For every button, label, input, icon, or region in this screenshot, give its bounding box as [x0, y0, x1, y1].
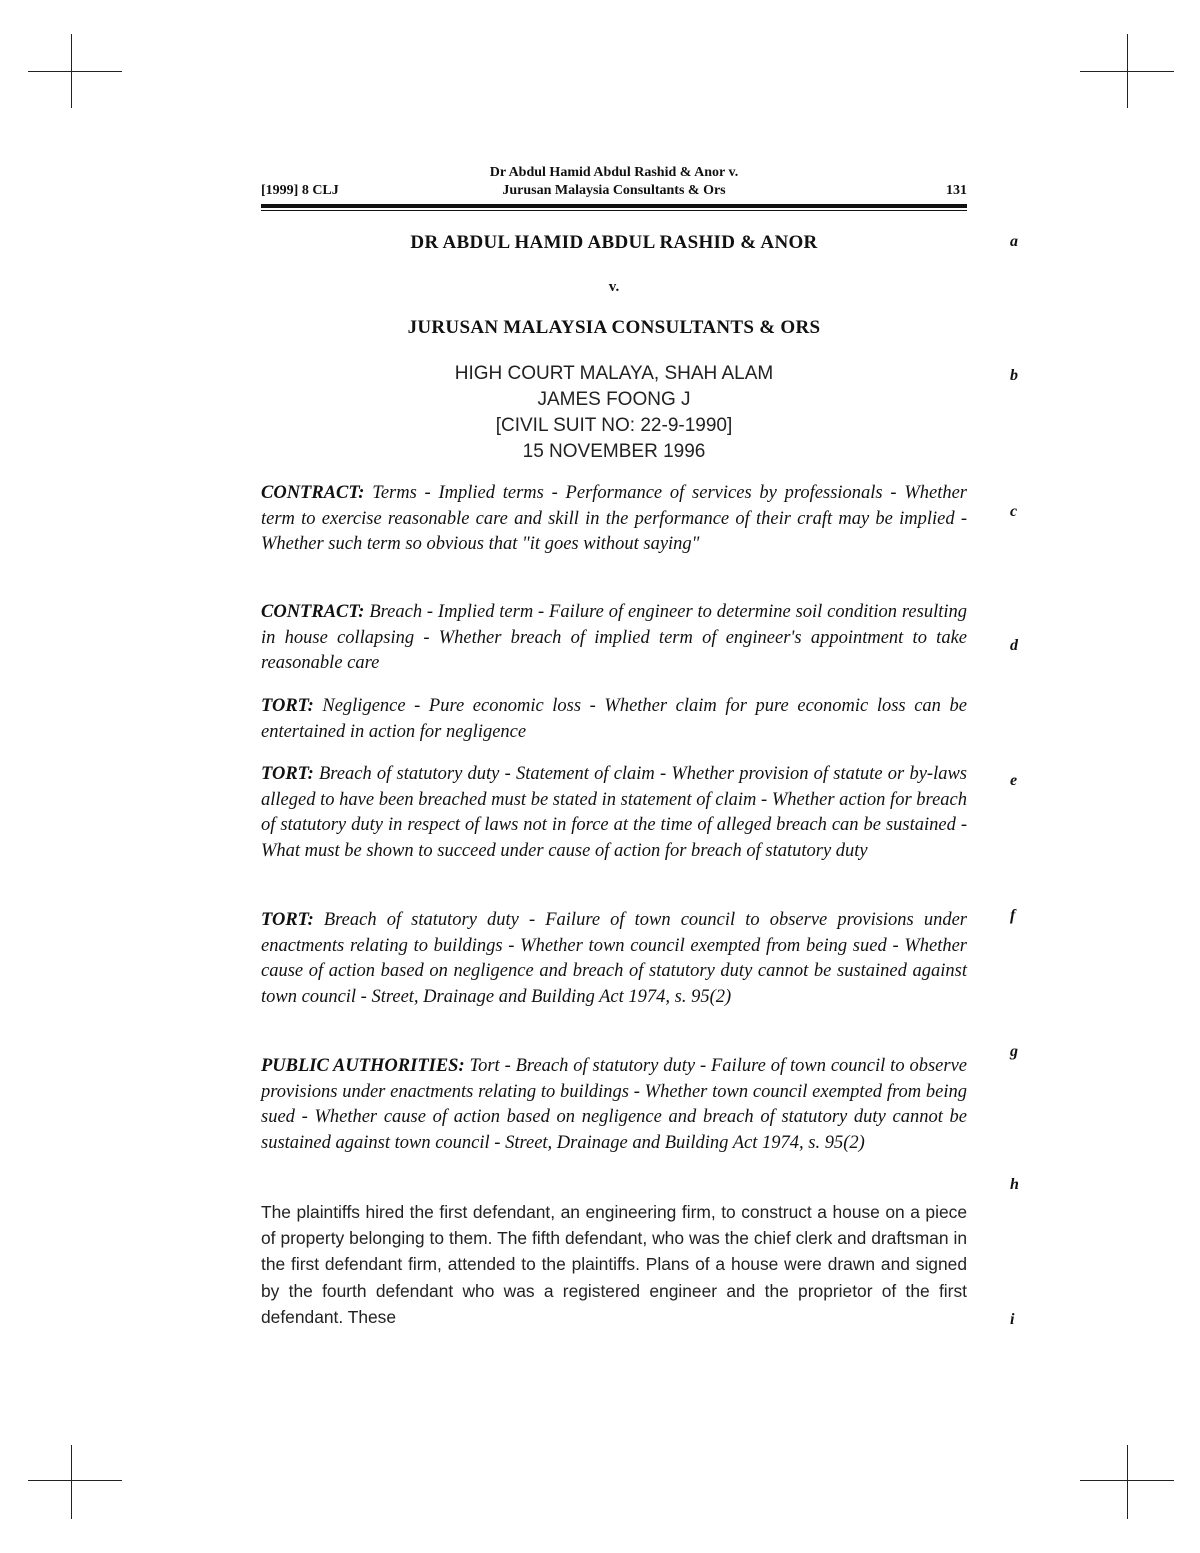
- law-report-citation: [1999] 8 CLJ: [261, 183, 339, 198]
- margin-letter: e: [1010, 772, 1018, 789]
- margin-letter: d: [1010, 637, 1018, 654]
- crop-mark: [28, 71, 122, 72]
- catchword: [261, 1054, 967, 1156]
- running-case-title-line-1: Dr Abdul Hamid Abdul Rashid & Anor v.: [489, 165, 739, 180]
- catchword-text: Negligence - Pure economic loss - Whether claim for pure economic loss can be entertained in action for negligence: [261, 696, 967, 742]
- judgment-date: 15 NOVEMBER 1996: [522, 441, 706, 462]
- catchword-heading: TORT:: [261, 696, 314, 716]
- catchword: [261, 600, 967, 677]
- page-number: 131: [946, 183, 967, 198]
- header-rule-thick: [261, 204, 967, 208]
- court-details: [261, 361, 967, 465]
- judge-name: JAMES FOONG J: [537, 389, 691, 410]
- running-header: [261, 163, 967, 203]
- crop-mark: [1127, 1445, 1128, 1519]
- crop-mark: [1127, 34, 1128, 108]
- margin-letter: f: [1010, 907, 1016, 924]
- margin-letter: h: [1010, 1176, 1019, 1193]
- defendants-title: JURUSAN MALAYSIA CONSULTANTS & ORS: [407, 317, 821, 338]
- catchword-text: Tort - Breach of statutory duty - Failure of town council to observe provisions under enactments relating to buildings - Whether town council exempted from being sued - Whether cause of action based on negligence and breach of statutory duty cannot be sustained against town council - Street, Drainage and Building Act 1974, s. 95(2): [261, 1056, 967, 1153]
- margin-letter: g: [1010, 1043, 1018, 1060]
- margin-letter: a: [1010, 233, 1018, 250]
- catchword-text: Breach of statutory duty - Statement of claim - Whether provision of statute or by-laws alleged to have been breached must be stated in statement of claim - Whether action for breach of statutory duty in respect of laws not in force at the time of alleged breach can be sustained - What must be shown to succeed under cause of action for breach of statutory duty: [261, 764, 968, 861]
- suit-number: [CIVIL SUIT NO: 22-9-1990]: [495, 415, 733, 436]
- running-case-title-line-2: Jurusan Malaysia Consultants & Ors: [502, 183, 726, 198]
- court-name: HIGH COURT MALAYA, SHAH ALAM: [454, 363, 774, 384]
- catchword: [261, 908, 967, 1010]
- crop-mark: [71, 1445, 72, 1519]
- catchword-heading: CONTRACT:: [261, 602, 365, 622]
- catchword-text: Terms - Implied terms - Performance of services by professionals - Whether term to exercise reasonable care and skill in the performance of their craft may be implied - Whether such term so obvious that "it goes without saying": [261, 483, 967, 555]
- running-case-title: [261, 164, 967, 200]
- catchword: [261, 762, 967, 864]
- margin-letter: i: [1010, 1311, 1015, 1328]
- crop-mark: [71, 34, 72, 108]
- crop-mark: [28, 1480, 122, 1481]
- catchword: [261, 481, 967, 558]
- case-summary-paragraph: The plaintiffs hired the first defendant, an engineering firm, to construct a house on a piece of property belonging to them. The fifth defendant, who was the chief clerk and draftsman in the first defendant firm, attended to the plaintiffs. Plans of a house were drawn and signed by the fourth defendant who was a registered engineer and the proprietor of the first defendant. These: [261, 1202, 967, 1327]
- margin-letter: c: [1010, 503, 1018, 520]
- plaintiffs-title: DR ABDUL HAMID ABDUL RASHID & ANOR: [410, 232, 818, 253]
- header-rule-thin: [261, 210, 967, 211]
- catchword-heading: TORT:: [261, 910, 314, 930]
- catchword-heading: PUBLIC AUTHORITIES:: [261, 1056, 465, 1076]
- catchword-text: Breach of statutory duty - Failure of town council to observe provisions under enactments relating to buildings - Whether town council exempted from being sued - Whether cause of action based on negligence and breach of statutory duty cannot be sustained against town council - Street, Drainage and Building Act 1974, s. 95(2): [261, 910, 967, 1007]
- catchword-heading: TORT:: [261, 764, 314, 784]
- catchword: [261, 694, 967, 745]
- catchword-heading: CONTRACT:: [261, 483, 365, 503]
- versus-label: v.: [608, 279, 620, 295]
- margin-letter: b: [1010, 367, 1018, 384]
- catchword-text: Breach - Implied term - Failure of engineer to determine soil condition resulting in house collapsing - Whether breach of implied term of engineer's appointment to take reasonable care: [261, 602, 968, 674]
